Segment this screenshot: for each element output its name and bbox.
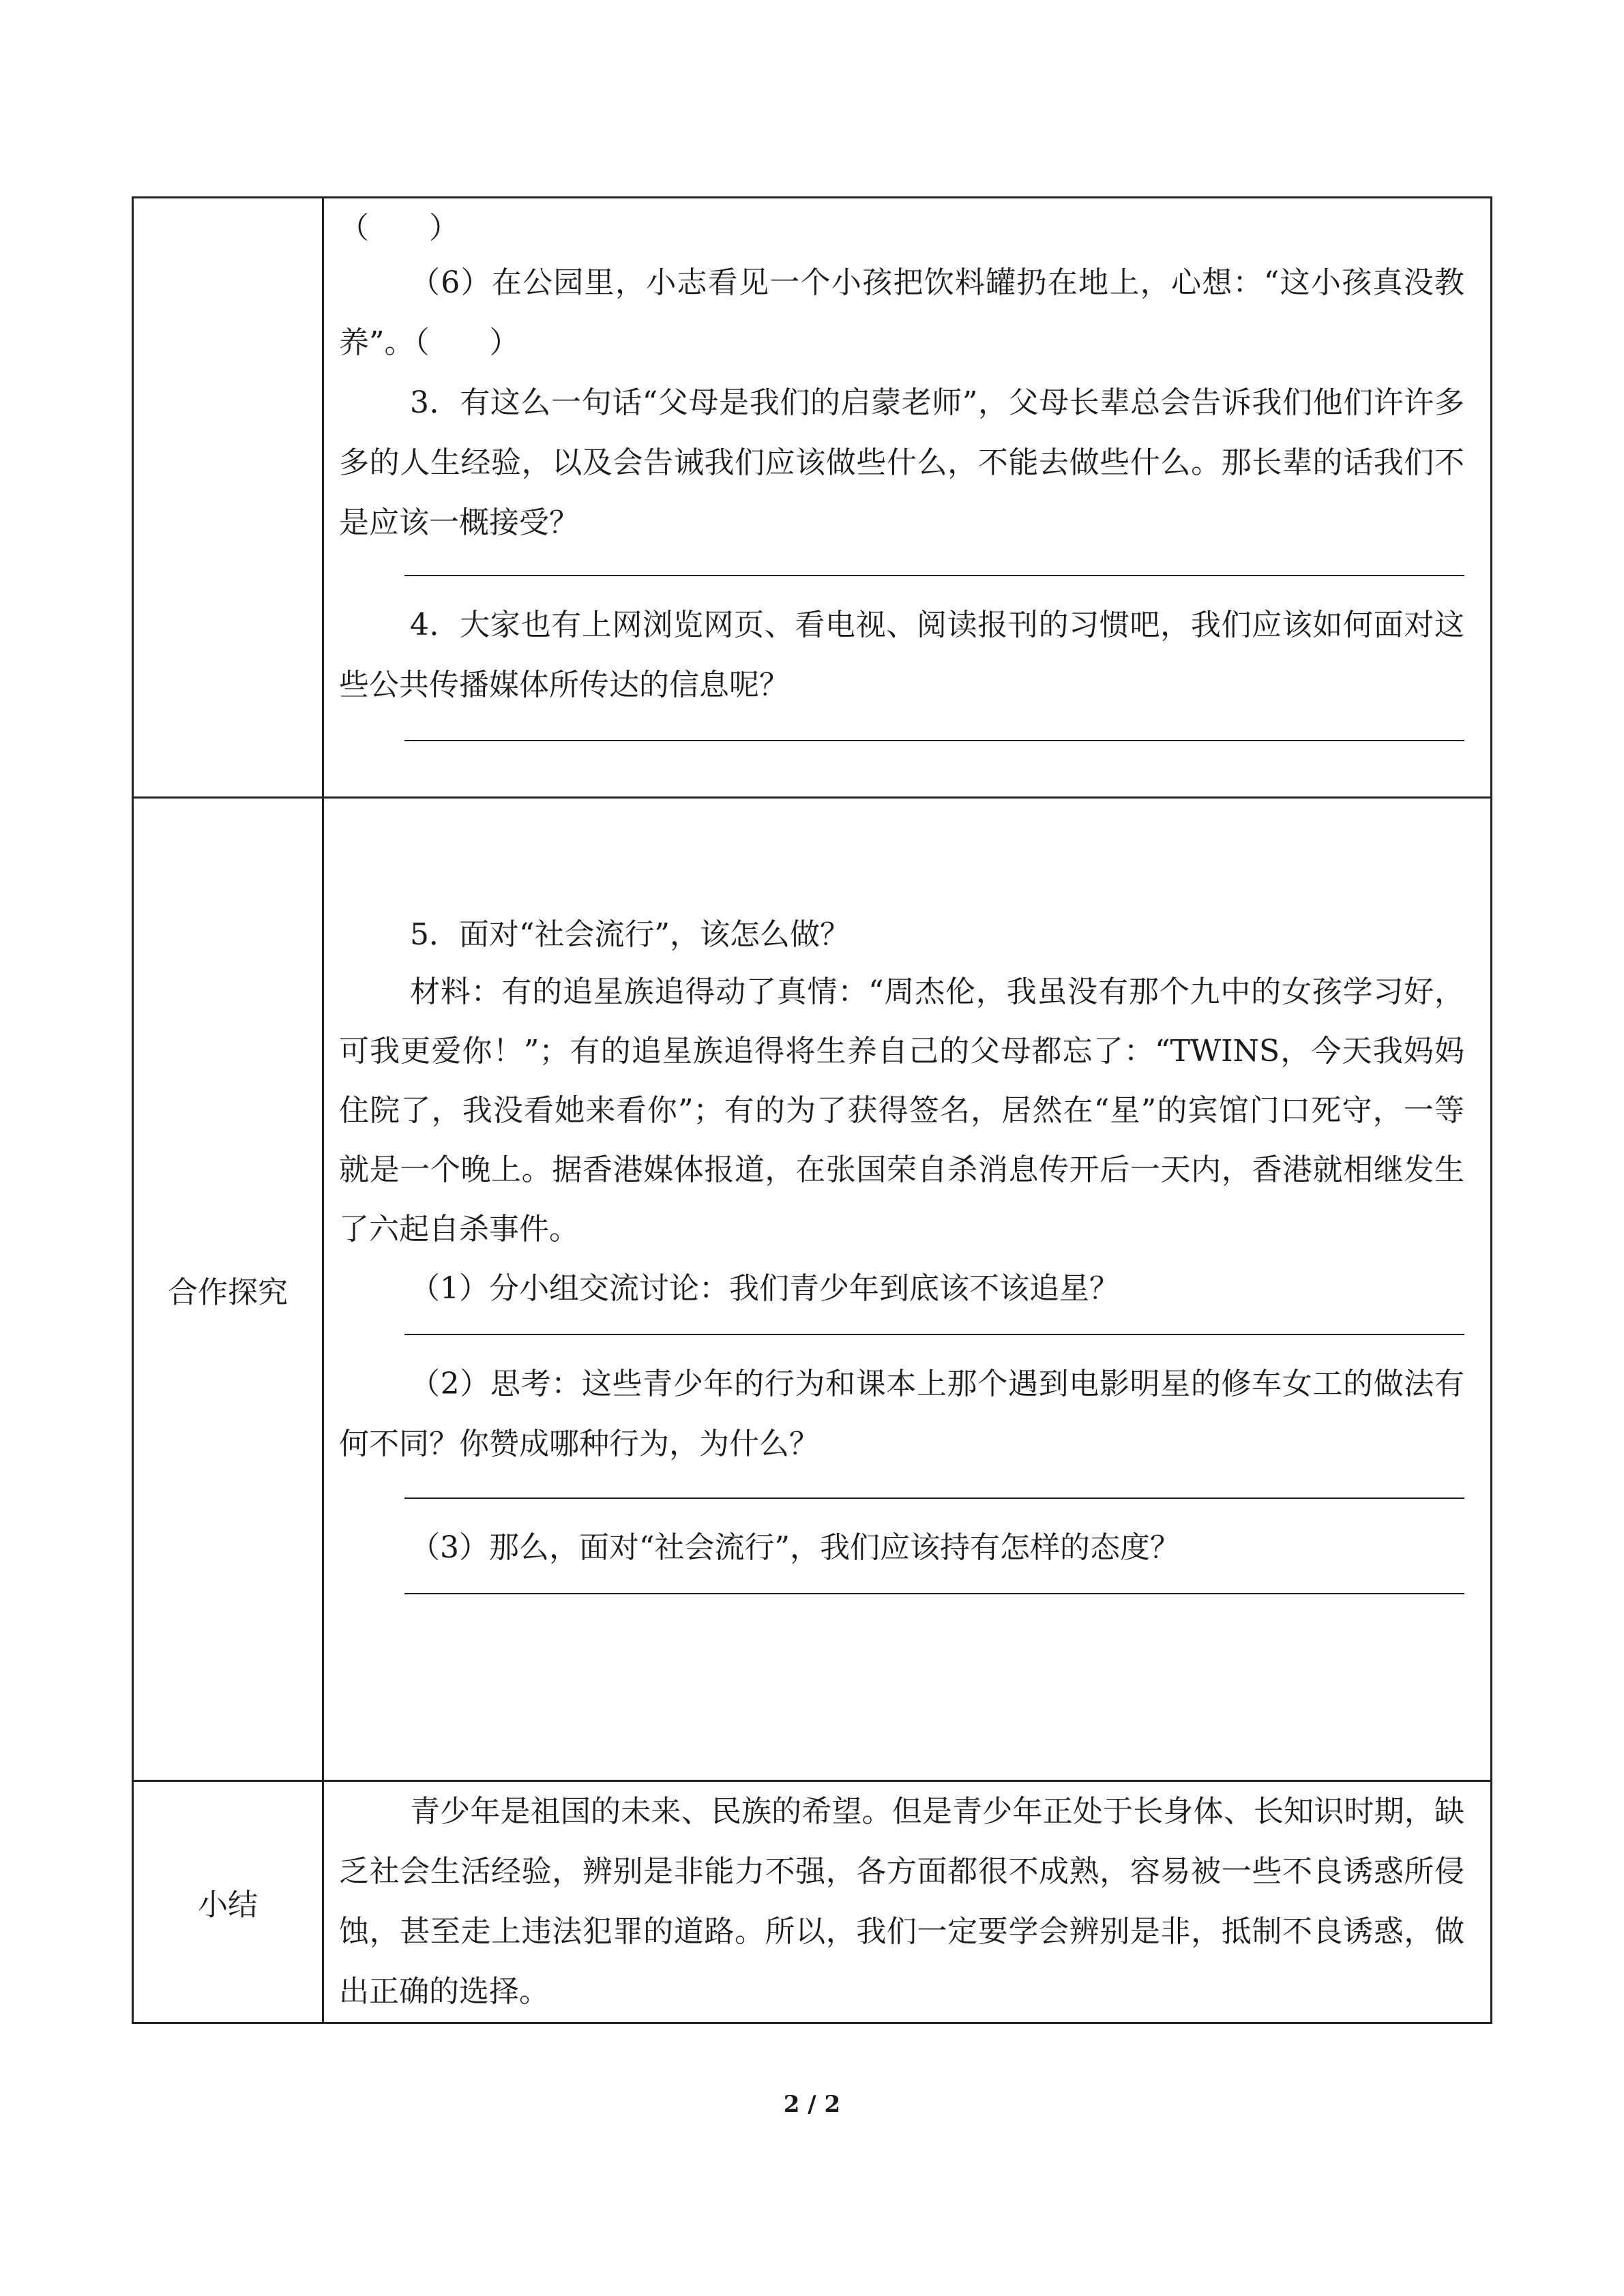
worksheet-table xyxy=(132,196,1492,2024)
paragraph: 5．面对“社会流行”，该怎么做？ xyxy=(410,917,850,952)
spacer xyxy=(339,799,1464,908)
answer-line[interactable] xyxy=(404,1474,1464,1499)
answer-line[interactable] xyxy=(404,553,1464,576)
table-row xyxy=(133,198,1492,798)
row-label xyxy=(133,198,323,798)
row-content xyxy=(323,798,1492,1781)
paragraph: （2）思考：这些青少年的行为和课本上那个遇到电影明星的修车女工的做法有何不同？你赞成哪种行为，为什么？ xyxy=(339,1367,1464,1461)
paragraph: （ ） xyxy=(339,211,459,245)
answer-line[interactable] xyxy=(404,1578,1464,1594)
row-content-body xyxy=(324,204,1490,741)
row-label: 合作探究 xyxy=(133,798,323,1781)
paragraph: 青少年是祖国的未来、民族的希望。但是青少年正处于长身体、长知识时期，缺乏社会生活经验，辨别是非能力不强，各方面都很不成熟，容易被一些不良诱惑所侵蚀，甚至走上违法犯罪的道路。所以，我们一定要学会辨别是非，抵制不良诱惑，做出正确的选择。 xyxy=(339,1794,1464,2009)
page-number: 2 / 2 xyxy=(783,2091,841,2118)
row-content-body xyxy=(324,799,1490,1594)
paragraph: （3）那么，面对“社会流行”，我们应该持有怎样的态度？ xyxy=(410,1530,1180,1565)
paragraph: 材料：有的追星族追得动了真情：“周杰伦，我虽没有那个九中的女孩学习好，可我更爱你！”；有的追星族追得将生养自己的父母都忘了：“TWINS，今天我妈妈住院了，我没看她来看你”；有的为了获得签名，居然在“星”的宾馆门口死守，一等就是一个晚上。据香港媒体报道，在张国荣自杀消息传开后一天内，香港就相继发生了六起自杀事件。 xyxy=(339,974,1464,1247)
answer-line[interactable] xyxy=(404,1319,1464,1335)
row-label: 小结 xyxy=(133,1781,323,2023)
paragraph: 4．大家也有上网浏览网页、看电视、阅读报刊的习惯吧，我们应该如何面对这些公共传播媒体所传达的信息呢？ xyxy=(339,608,1464,702)
row-content xyxy=(323,198,1492,798)
answer-line[interactable] xyxy=(404,715,1464,741)
row-content xyxy=(323,1781,1492,2023)
paragraph: 3．有这么一句话“父母是我们的启蒙老师”，父母长辈总会告诉我们他们许许多多的人生经验，以及会告诫我们应该做些什么，不能去做些什么。那长辈的话我们不是应该一概接受？ xyxy=(339,385,1464,540)
paragraph: （6）在公园里，小志看见一个小孩把饮料罐扔在地上，心想：“这小孩真没教养”。（ ） xyxy=(339,265,1464,360)
table-row xyxy=(133,798,1492,1781)
paragraph: （1）分小组交流讨论：我们青少年到底该不该追星？ xyxy=(410,1271,1119,1306)
row-content-body xyxy=(324,1782,1490,2022)
table-row xyxy=(133,1781,1492,2023)
